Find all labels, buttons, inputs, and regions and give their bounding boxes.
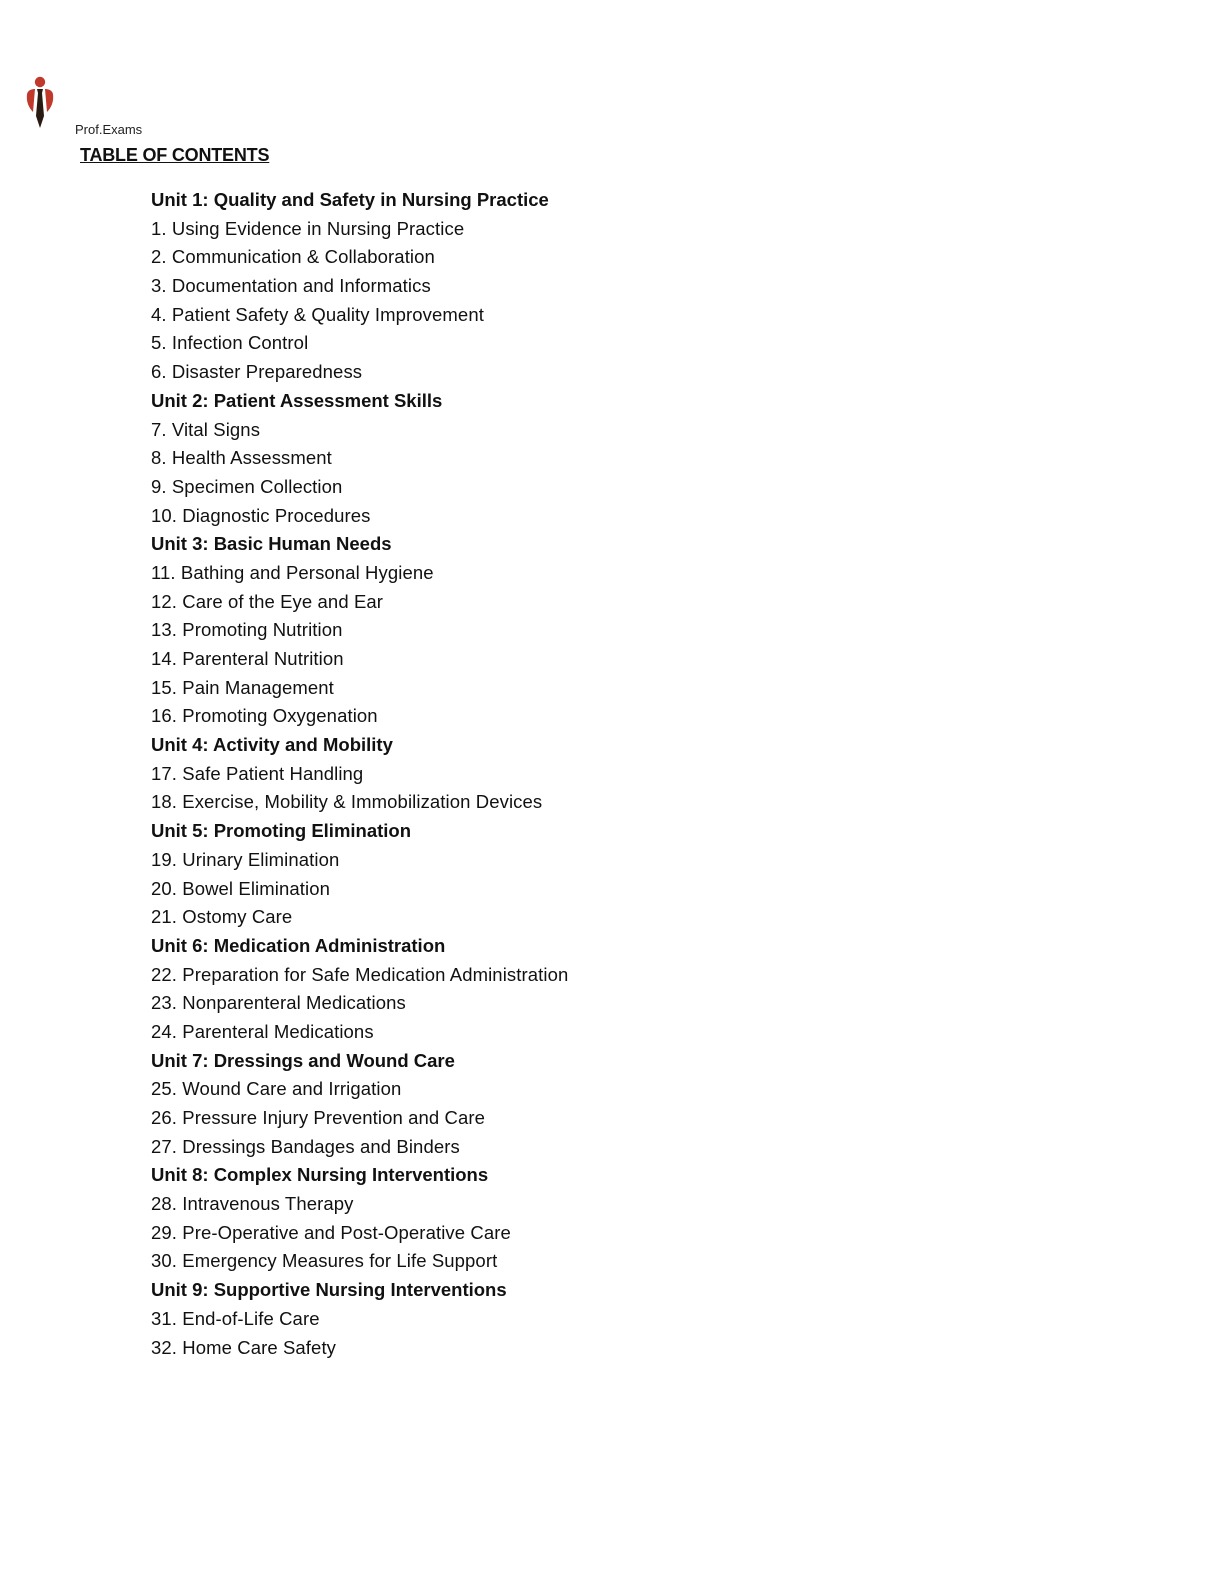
toc-chapter-entry: 27. Dressings Bandages and Binders <box>151 1135 460 1157</box>
toc-unit-heading: Unit 1: Quality and Safety in Nursing Practice <box>151 189 549 210</box>
toc-chapter-entry: 18. Exercise, Mobility & Immobilization Devices <box>151 791 543 813</box>
toc-chapter-entry: 20. Bowel Elimination <box>151 877 330 899</box>
toc-chapter-entry: 23. Nonparenteral Medications <box>151 992 406 1014</box>
toc-unit-heading: Unit 3: Basic Human Needs <box>151 533 392 555</box>
toc-chapter-entry: 2. Communication & Collaboration <box>151 246 435 268</box>
toc-chapter-entry: 17. Safe Patient Handling <box>151 762 364 784</box>
toc-chapter-entry: 7. Vital Signs <box>151 418 261 440</box>
toc-chapter-entry: 30. Emergency Measures for Life Support <box>151 1250 498 1272</box>
toc-unit-heading: Unit 2: Patient Assessment Skills <box>151 389 443 411</box>
toc-chapter-entry: 26. Pressure Injury Prevention and Care <box>151 1107 485 1128</box>
toc-unit-heading: Unit 5: Promoting Elimination <box>151 820 412 842</box>
toc-unit-heading: Unit 4: Activity and Mobility <box>151 734 393 756</box>
toc-chapter-entry: 21. Ostomy Care <box>151 906 293 928</box>
toc-unit-heading: Unit 7: Dressings and Wound Care <box>151 1049 455 1071</box>
toc-unit-heading: Unit 8: Complex Nursing Interventions <box>151 1164 489 1186</box>
toc-chapter-entry: 11. Bathing and Personal Hygiene <box>151 561 434 583</box>
toc-chapter-entry: 8. Health Assessment <box>151 447 332 469</box>
toc-chapter-entry: 15. Pain Management <box>151 676 334 698</box>
toc-unit-heading: Unit 6: Medication Administration <box>151 934 446 956</box>
toc-chapter-entry: 28. Intravenous Therapy <box>151 1193 354 1215</box>
brand-name: Prof.Exams <box>75 122 143 137</box>
toc-chapter-entry: 9. Specimen Collection <box>151 475 343 497</box>
toc-list <box>151 186 568 1362</box>
toc-chapter-entry: 13. Promoting Nutrition <box>151 619 343 641</box>
toc-chapter-entry: 22. Preparation for Safe Medication Administration <box>151 963 569 985</box>
toc-title: TABLE OF CONTENTS <box>80 145 270 165</box>
toc-chapter-entry: 12. Care of the Eye and Ear <box>151 590 384 612</box>
toc-chapter-entry: 5. Infection Control <box>151 332 309 354</box>
toc-chapter-entry: 10. Diagnostic Procedures <box>151 504 371 526</box>
toc-chapter-entry: 1. Using Evidence in Nursing Practice <box>151 217 465 239</box>
toc-chapter-entry: 25. Wound Care and Irrigation <box>151 1078 402 1100</box>
toc-chapter-entry: 31. End-of-Life Care <box>151 1307 320 1329</box>
toc-chapter-entry: 24. Parenteral Medications <box>151 1020 374 1042</box>
toc-chapter-entry: 4. Patient Safety & Quality Improvement <box>151 303 484 325</box>
toc-chapter-entry: 29. Pre-Operative and Post-Operative Care <box>151 1221 511 1243</box>
toc-chapter-entry: 16. Promoting Oxygenation <box>151 705 378 727</box>
toc-chapter-entry: 3. Documentation and Informatics <box>151 275 431 297</box>
toc-chapter-entry: 32. Home Care Safety <box>151 1336 337 1358</box>
toc-chapter-entry: 19. Urinary Elimination <box>151 848 340 870</box>
person-with-tie-logo-icon <box>24 76 58 132</box>
toc-chapter-entry: 6. Disaster Preparedness <box>151 361 363 383</box>
toc-chapter-entry: 14. Parenteral Nutrition <box>151 648 344 669</box>
toc-unit-heading: Unit 9: Supportive Nursing Interventions <box>151 1279 507 1301</box>
